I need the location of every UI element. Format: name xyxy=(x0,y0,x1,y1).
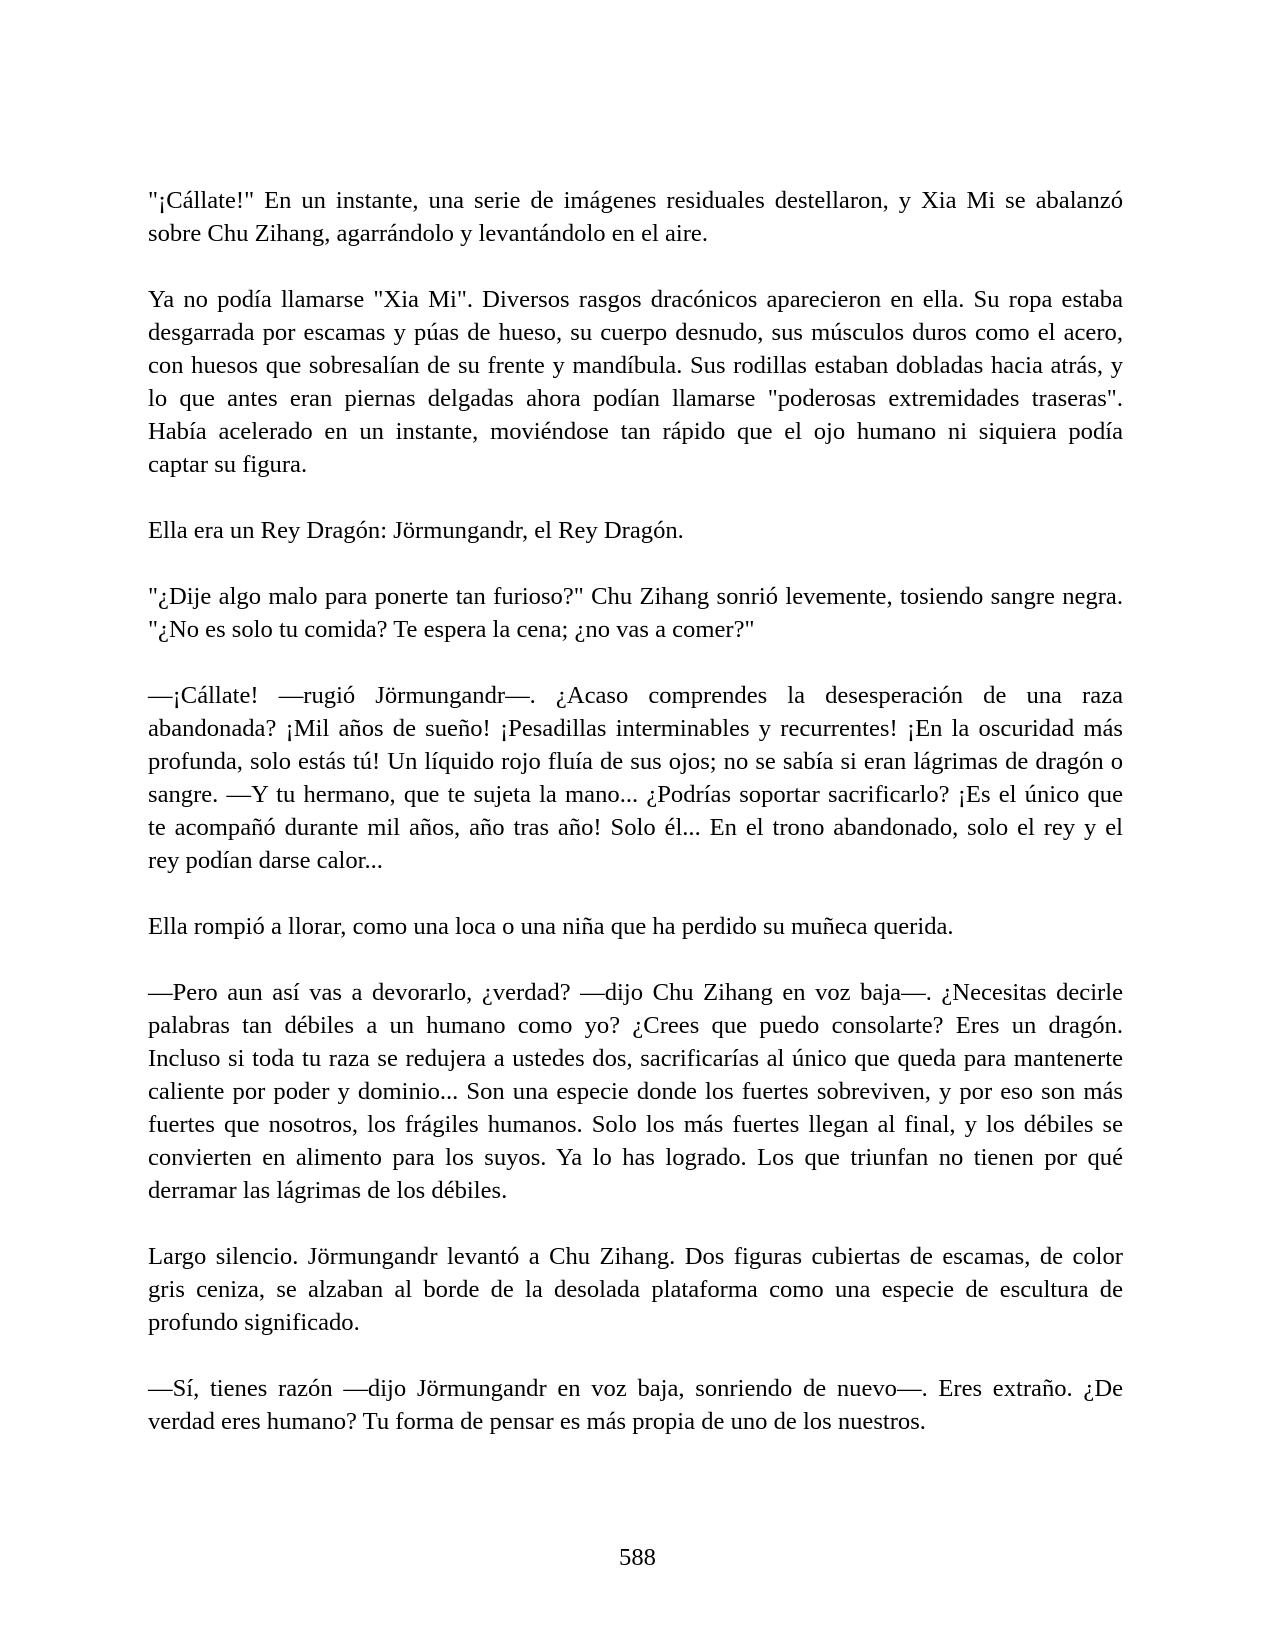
paragraph xyxy=(148,580,1123,646)
text-line: "¿No es solo tu comida? Te espera la cena; ¿no vas a comer?" xyxy=(148,616,755,643)
page-text xyxy=(148,184,1123,1471)
text-line: derramar las lágrimas de los débiles. xyxy=(148,1177,508,1204)
paragraph xyxy=(148,184,1123,250)
text-line: rey podían darse calor... xyxy=(148,847,383,874)
text-line: Incluso si toda tu raza se redujera a ustedes dos, sacrificarías al único que queda para mantenerte xyxy=(148,1045,1123,1072)
text-line: "¿Dije algo malo para ponerte tan furioso?" Chu Zihang sonrió levemente, tosiendo sangre negra. xyxy=(148,583,1123,610)
paragraph xyxy=(148,910,1123,943)
paragraph xyxy=(148,1372,1123,1438)
text-line: lo que antes eran piernas delgadas ahora podían llamarse "poderosas extremidades traseras". xyxy=(148,385,1123,412)
text-line: sangre. —Y tu hermano, que te sujeta la mano... ¿Podrías soportar sacrificarlo? ¡Es el único que xyxy=(148,781,1123,808)
text-line: desgarrada por escamas y púas de hueso, su cuerpo desnudo, sus músculos duros como el acero, xyxy=(148,319,1123,346)
text-line: verdad eres humano? Tu forma de pensar es más propia de uno de los nuestros. xyxy=(148,1408,926,1435)
text-line: abandonada? ¡Mil años de sueño! ¡Pesadillas interminables y recurrentes! ¡En la oscuridad más xyxy=(148,715,1123,742)
paragraph xyxy=(148,1240,1123,1339)
text-line: con huesos que sobresalían de su frente y mandíbula. Sus rodillas estaban dobladas hacia atrás, y xyxy=(148,352,1123,379)
text-line: Ella rompió a llorar, como una loca o una niña que ha perdido su muñeca querida. xyxy=(148,913,954,940)
text-line: —¡Cállate! —rugió Jörmungandr—. ¿Acaso comprendes la desesperación de una raza xyxy=(148,682,1123,709)
text-line: caliente por poder y dominio... Son una especie donde los fuertes sobreviven, y por eso son más xyxy=(148,1078,1123,1105)
page-number: 588 xyxy=(619,1544,656,1571)
text-line: Ya no podía llamarse "Xia Mi". Diversos rasgos dracónicos aparecieron en ella. Su ropa estaba xyxy=(148,286,1123,313)
text-line: gris ceniza, se alzaban al borde de la desolada plataforma como una especie de escultura de xyxy=(148,1276,1123,1303)
text-line: Había acelerado en un instante, moviéndose tan rápido que el ojo humano ni siquiera podía xyxy=(148,418,1123,445)
paragraph xyxy=(148,514,1123,547)
text-line: profunda, solo estás tú! Un líquido rojo fluía de sus ojos; no se sabía si eran lágrimas de dragón o xyxy=(148,748,1123,775)
text-line: profundo significado. xyxy=(148,1309,360,1336)
text-line: palabras tan débiles a un humano como yo? ¿Crees que puedo consolarte? Eres un dragón. xyxy=(148,1012,1123,1039)
text-line: —Pero aun así vas a devorarlo, ¿verdad? —dijo Chu Zihang en voz baja—. ¿Necesitas decirle xyxy=(148,979,1123,1006)
text-line: sobre Chu Zihang, agarrándolo y levantándolo en el aire. xyxy=(148,220,709,247)
paragraph xyxy=(148,283,1123,481)
text-line: Ella era un Rey Dragón: Jörmungandr, el Rey Dragón. xyxy=(148,517,684,544)
text-line: "¡Cállate!" En un instante, una serie de imágenes residuales destellaron, y Xia Mi se abalanzó xyxy=(148,187,1123,214)
text-line: —Sí, tienes razón —dijo Jörmungandr en voz baja, sonriendo de nuevo—. Eres extraño. ¿De xyxy=(148,1375,1123,1402)
text-line: convierten en alimento para los suyos. Ya lo has logrado. Los que triunfan no tienen por qué xyxy=(148,1144,1123,1171)
text-line: captar su figura. xyxy=(148,451,308,478)
text-line: Largo silencio. Jörmungandr levantó a Chu Zihang. Dos figuras cubiertas de escamas, de color xyxy=(148,1243,1123,1270)
paragraph xyxy=(148,976,1123,1207)
paragraph xyxy=(148,679,1123,877)
text-line: fuertes que nosotros, los frágiles humanos. Solo los más fuertes llegan al final, y los débiles se xyxy=(148,1111,1123,1138)
text-line: te acompañó durante mil años, año tras año! Solo él... En el trono abandonado, solo el rey y el xyxy=(148,814,1123,841)
